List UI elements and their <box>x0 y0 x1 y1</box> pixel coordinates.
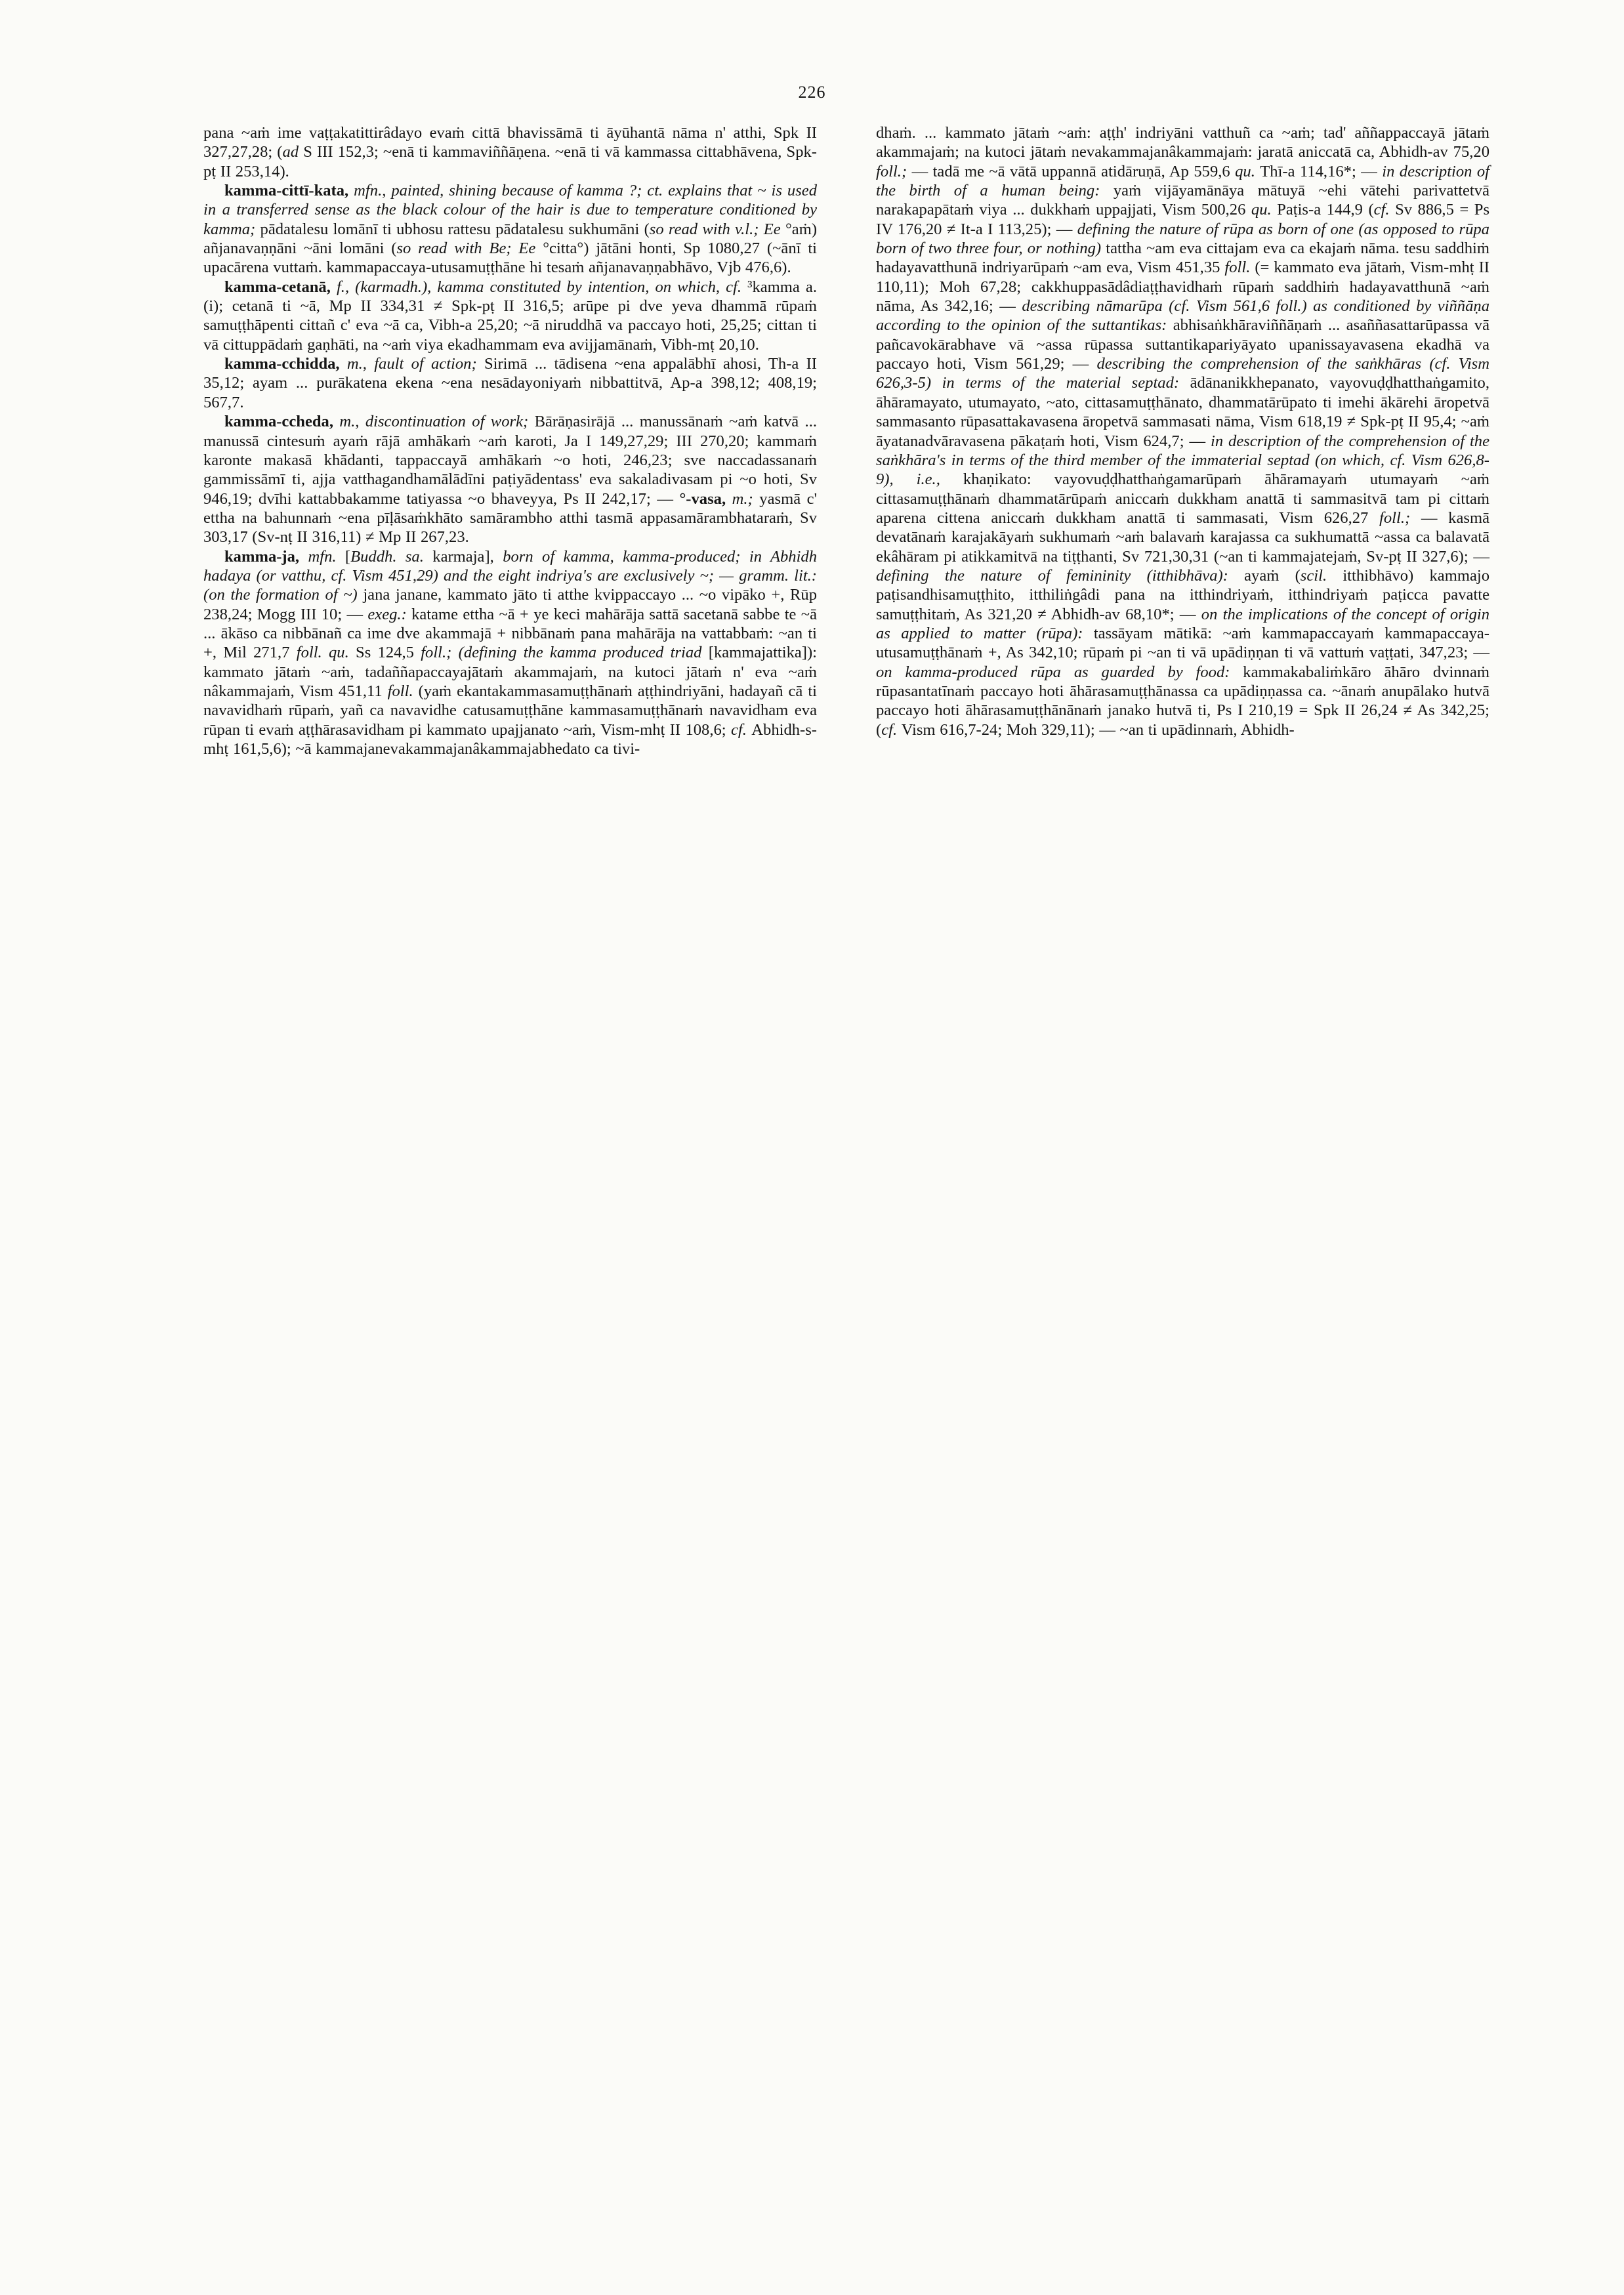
entry-text: cf. <box>731 720 752 739</box>
entry-text: — kasmā devatānaṁ karajakāyaṁ sukhumaṁ ~aṁ balavaṁ karajassa ca sukhumattā ~assa ca balavatā ekâhāram pi atikkamitvā na tiṭṭhanti, Sv 721,30,31 (~an ti kammajatejaṁ, Sv-pṭ II 327,6); — <box>876 508 1489 566</box>
entry-text: Abhidh-s-mhṭ 161,5,6); ~ā kammajanevakammajanâkammajabhedato ca tivi- <box>203 720 817 758</box>
entry-text: so read with Be; Ee <box>396 239 543 258</box>
entry-text: foll. <box>1224 258 1255 277</box>
entry-text: [ <box>344 547 351 566</box>
entry-text: jana janane, kammato jāto ti atthe kvippaccayo ... ~o vipāko +, Rūp 238,24; Mogg III 10; — <box>203 586 817 623</box>
entry-text: ad <box>282 143 299 161</box>
headword: kamma-cetanā, <box>224 278 337 296</box>
page-number: 226 <box>798 83 826 102</box>
entry-kamma-cetana <box>203 278 817 354</box>
entry-text: karmaja], <box>432 547 503 566</box>
entry-text: Sirimā ... tādisena ~ena appalābhī ahosi, Th-a II 35,12; ayam ... purākatena ekena ~ena nesādayoniyaṁ nibbattitvā, Ap-a 398,12; 408,19; 567,7. <box>203 355 817 411</box>
entry-text: ayaṁ ( <box>1244 566 1301 585</box>
entry-text: khaṇikato: vayovuḍḍhatthaṅgamarūpaṁ āhāramayaṁ utumayaṁ ~aṁ cittasamuṭṭhānaṁ dhammatārūpaṁ aniccaṁ dukkham anattā ti sammasitvā tam pi cittaṁ aparena cittena aniccaṁ dukkham anattā ti sammasati, Vism 626,27 <box>876 470 1489 527</box>
entry-kamma-citti-kata <box>203 181 817 278</box>
entry-text: foll. <box>387 682 419 700</box>
headword: kamma-cchidda, <box>224 355 347 373</box>
entry-text: Sv 886,5 = Ps IV 176,20 ≠ It-a I 113,25); — <box>876 201 1490 238</box>
entry-text: cf. <box>881 720 902 739</box>
entry-text: — tadā me ~ā vātā uppannā atidāruṇā, Ap 559,6 <box>911 162 1236 180</box>
entry-text: kammakabaliṁkāro āhāro dvinnaṁ rūpasantatīnaṁ paccayo hoti āhārasamuṭṭhānassa ca upādiṇṇassa ca. ~ānaṁ anupālako hutvā paccayo hoti āhārasamuṭṭhānānaṁ janako hutvā ti, Ps I 210,19 = Spk II 26,24 ≠ As 342,25; ( <box>876 663 1489 739</box>
entry-kamma-cchidda <box>203 354 817 412</box>
entry-text: Vism 616,7-24; Moh 329,11); — ~an ti upādinnaṁ, Abhidh- <box>901 720 1295 739</box>
entry-text: dhaṁ. ... kammato jātaṁ ~aṁ: aṭṭh' indriyāni vatthuñ ca ~aṁ; tad' aññappaccayā jātaṁ akammajaṁ; na kutoci jātaṁ nevakammajanâkammajaṁ: jaratā aniccatā ca, Abhidh-av 75,20 <box>876 124 1489 161</box>
entry-kamma-ccheda <box>203 412 817 547</box>
entry-text: S III 152,3; ~enā ti kammaviññāṇena. ~enā ti vā kammassa cittabhāvena, Spk-pṭ II 253,14). <box>203 143 817 180</box>
entry-text: [kammajattika]): kammato jātaṁ ~aṁ, tadaññapaccayajātaṁ akammajaṁ, na kutoci jātaṁ n' eva ~aṁ nâkammajaṁ, Vism 451,11 <box>203 644 818 700</box>
entry-text: on kamma-produced rūpa as guarded by food: <box>876 663 1243 681</box>
two-column-text-area <box>203 123 1489 758</box>
entry-text: describing the comprehension of the saṅkhāras (cf. Vism 626,3-5) in terms of the material septad: <box>876 355 1489 392</box>
headword: °-vasa, <box>679 489 732 508</box>
entry-text: yasmā c' ettha na bahunnaṁ ~ena pīḷāsaṁkhāto samārambho atthi tasmā appasamārambhataraṁ, Sv 303,17 (Sv-nṭ II 316,11) ≠ Mp II 267,23. <box>203 489 817 547</box>
entry-text: Buddh. sa. <box>350 547 433 566</box>
entry-text: exeg.: <box>367 605 412 623</box>
entry-text: f., (karmadh.), <box>336 278 438 296</box>
entry-text: born of kamma, kamma-produced; in Abhidh hadaya (or vatthu, cf. Vism 451,29) and the eight indriya's are exclusively ~; — gramm. lit.: (on the formation of ~) <box>203 547 818 604</box>
entry-text: foll.; (defining the kamma produced triad <box>421 644 709 662</box>
entry-text: Thī-a 114,16*; — <box>1260 162 1383 180</box>
entry-text: tattha ~am eva cittajam eva ca ekajaṁ nāma. tesu saddhiṁ hadayavatthunā indriyarūpaṁ ~am eva, Vism 451,35 <box>876 239 1489 277</box>
entry-text: °aṁ) añjanavaṇṇāni ~āni lomāni ( <box>203 220 818 258</box>
entry-text: ādānanikkhepanato, vayovuḍḍhatthaṅgamito, āhāramayato, utumayato, ~ato, cittasamuṭṭhānato, dhammatārūpato ti imehi ākārehi āropetvā sammasanto rūpasattakavasena āropetvā sammasati nāma, Vism 618,19 ≠ Spk-pṭ II 95,4; ~aṁ āyatanadvāravasena pākaṭaṁ hoti, Vism 624,7; — <box>876 374 1490 450</box>
entry-text: foll.; <box>876 162 912 180</box>
entry-text: Ss 124,5 <box>356 644 421 662</box>
entry-text: defining the nature of femininity (itthibhāva): <box>876 566 1245 585</box>
entry-continuation-kamma-citta <box>203 123 817 181</box>
entry-text: in description of the comprehension of the saṅkhāra's in terms of the third member of the immaterial septad (on which, cf. Vism 626,8-9), i.e., <box>876 432 1489 489</box>
entry-text: pana ~aṁ ime vaṭṭakatittirâdayo evaṁ cittā bhavissāmā ti āyūhantā nāma n' atthi, Spk II 327,27,28; ( <box>203 124 817 161</box>
entry-text: on the implications of the concept of origin as applied to matter (rūpa): <box>876 605 1489 642</box>
entry-text: ³kamma a.(i); cetanā ti ~ā, Mp II 334,31 ≠ Spk-pṭ II 316,5; arūpe pi dve yeva dhammā rūpaṁ samuṭṭhāpenti cittañ c' eva ~ā ca, Vibh-a 25,20; ~ā niruddhā va paccayo hoti, 25,25; cittan ti vā cittuppādaṁ gaṇhāti, na ~aṁ viya ekadhammam eva avijjamānaṁ, Vibh-mṭ 20,10. <box>203 278 817 354</box>
headword: kamma-ccheda, <box>224 413 340 431</box>
entry-text: cf. <box>1373 201 1396 219</box>
entry-text: °citta°) jātāni honti, Sp 1080,27 (~ānī ti upacārena vuttaṁ. kammapaccaya-utusamuṭṭhāne hi tesaṁ añjanavaṇṇabhāvo, Vjb 476,6). <box>203 239 817 277</box>
entry-text: kamma constituted by intention, on which, cf. <box>437 278 748 296</box>
entry-kamma-ja <box>203 547 817 759</box>
entry-text: in description of the birth of a human being: <box>876 162 1490 200</box>
right-column <box>876 123 1489 758</box>
entry-text: foll.; <box>1379 508 1421 527</box>
entry-kamma-ja-continuation <box>876 123 1489 739</box>
entry-text: itthibhāvo) kammajo paṭisandhisamuṭṭhito, itthiliṅgâdi pana na itthindriyaṁ, itthindriyaṁ paṭicca pavatte samuṭṭhitaṁ, As 321,20 ≠ Abhidh-av 68,10*; — <box>876 566 1489 623</box>
entry-text: mfn. <box>308 547 345 566</box>
entry-text: scil. <box>1300 566 1343 585</box>
entry-text: m., discontinuation of work; <box>339 413 535 431</box>
entry-text: so read with v.l.; Ee <box>649 220 785 238</box>
entry-text: foll. qu. <box>296 644 356 662</box>
entry-text: pādatalesu lomānī ti ubhosu rattesu pādatalesu sukhumāni ( <box>260 220 650 238</box>
entry-text: defining the nature of rūpa as born of one (as opposed to rūpa born of two three four, or nothing) <box>876 220 1489 258</box>
entry-text: m., fault of action; <box>346 355 484 373</box>
entry-text: (yaṁ ekantakammasamuṭṭhānaṁ aṭṭhindriyāni, hadayañ cā ti navavidhaṁ rūpaṁ, yañ ca navavidhe catusamuṭṭhāne kammasamuṭṭhānaṁ navavidham eva rūpan ti evaṁ aṭṭhārasavidham pi kammato upajjanato ~aṁ, Vism-mhṭ II 108,6; <box>203 682 817 739</box>
entry-text: qu. <box>1235 162 1260 180</box>
entry-text: yaṁ vijāyamānāya mātuyā ~ehi vātehi parivattetvā narakapapātaṁ viya ... dukkhaṁ uppajjati, Vism 500,26 <box>876 182 1489 219</box>
left-column <box>203 123 817 758</box>
entry-text: mfn., painted, shining because of kamma ?; ct. explains that ~ is used in a transferred sense as the black colour of the hair is due to temperature conditioned by kamma; <box>203 182 817 238</box>
entry-text: tassāyam mātikā: ~aṁ kammapaccayaṁ kammapaccaya-utusamuṭṭhānaṁ +, As 342,10; rūpaṁ pi ~an ti vā upādiṇṇan ti vā vattuṁ vaṭṭati, 347,23; — <box>876 624 1489 662</box>
headword: kamma-cittī-kata, <box>224 182 354 200</box>
entry-text: m.; <box>732 489 760 508</box>
headword: kamma-ja, <box>224 547 308 566</box>
entry-text: describing nāmarūpa (cf. Vism 561,6 foll.) as conditioned by viññāṇa according to the opinion of the suttantikas: <box>876 297 1489 335</box>
entry-text: katame ettha ~ā + ye keci mahārāja sattā sacetanā sabbe te ~ā ... ākāso ca nibbānañ ca ime dve akammajā + nibbānaṁ pana mahārāja na vattabbaṁ: ~an ti +, Mil 271,7 <box>203 605 817 662</box>
entry-text: abhisaṅkhāraviññāṇaṁ ... asaññasattarūpassa vā pañcavokārabhave vā ~assa rūpassa suttantikapariyāyato upanissayavasena ekadhā va paccayo hoti, Vism 561,29; — <box>876 316 1489 373</box>
entry-text: Bārāṇasirājā ... manussānaṁ ~aṁ katvā ... manussā cintesuṁ ayaṁ rājā amhākaṁ ~aṁ karoti, Ja I 149,27,29; III 270,20; kammaṁ karonte makasā khādanti, tappaccayā amhākaṁ ~o hoti, 246,23; sve naccadassanaṁ gammissāmī ti, ajja vatthagandhamālādīni paṭiyādentass' eva sakaladivasam pi ~o hoti, Sv 946,19; dvīhi kattabbakamme tatiyassa ~o bhaveyya, Ps II 242,17; — <box>203 413 817 508</box>
entry-text: qu. <box>1251 201 1278 219</box>
entry-text: (= kammato eva jātaṁ, Vism-mhṭ II 110,11); Moh 67,28; cakkhuppasādâdiaṭṭhavidhaṁ rūpaṁ saddhiṁ hadayavatthunā ~aṁ nāma, As 342,16; — <box>876 258 1489 316</box>
entry-text: Paṭis-a 144,9 ( <box>1277 201 1374 219</box>
